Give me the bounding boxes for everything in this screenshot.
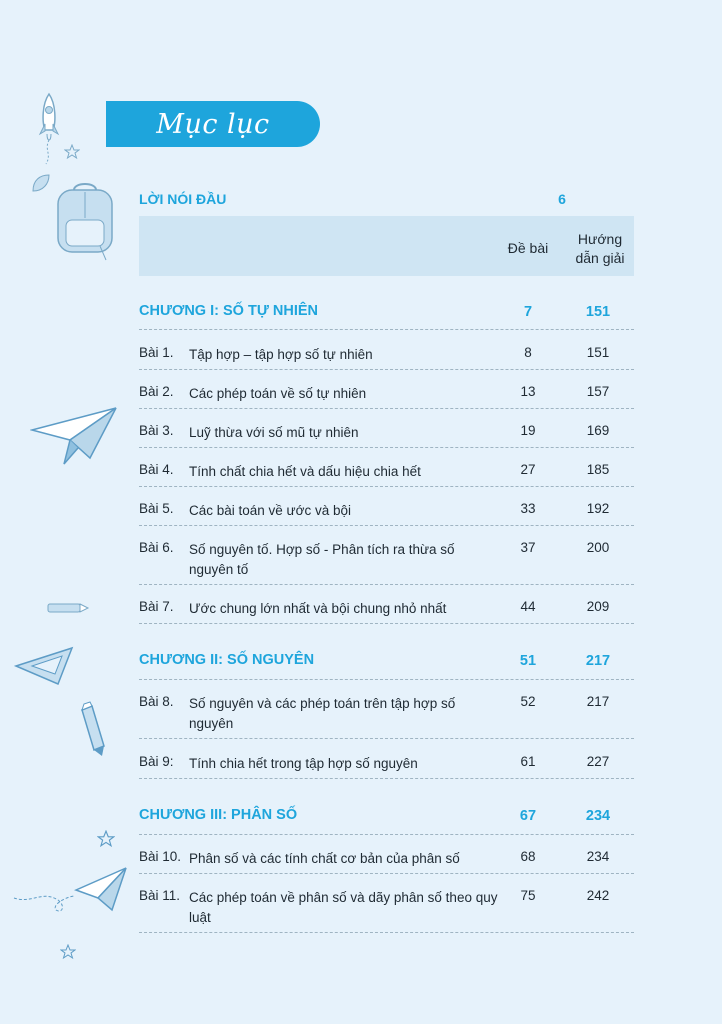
- lesson-title: Các phép toán về phân số và dãy phân số theo quy luật: [189, 890, 498, 925]
- lesson-solutions-page: 242: [586, 888, 610, 903]
- chapter-exercises-page: 7: [523, 304, 533, 320]
- chapter-solutions-page: 234: [585, 808, 611, 824]
- lesson-solutions-page: 200: [586, 540, 610, 555]
- chapter-solutions-page: 151: [585, 304, 611, 320]
- lesson-title: Tính chất chia hết và dấu hiệu chia hết: [189, 464, 421, 479]
- lesson-solutions-page: 192: [586, 501, 610, 516]
- lesson-code: Bài 2.: [139, 384, 174, 399]
- page-title: [106, 101, 320, 147]
- lesson-solutions-page: 169: [586, 423, 610, 438]
- lesson-title: Phân số và các tính chất cơ bản của phân số: [189, 851, 460, 866]
- lesson-exercises-page: 19: [520, 423, 536, 438]
- column-solutions-line2: dẫn giải: [575, 250, 625, 266]
- lesson-row: [139, 415, 634, 448]
- lesson-code: Bài 1.: [139, 345, 174, 360]
- star-icon: [97, 830, 115, 848]
- chapter-row: [139, 296, 634, 330]
- lesson-title: Số nguyên tố. Hợp số - Phân tích ra thừa số nguyên tố: [189, 542, 455, 577]
- lesson-title: Các bài toán về ước và bội: [189, 503, 351, 518]
- lesson-code: Bài 8.: [139, 694, 174, 709]
- lesson-title: Tập hợp – tập hợp số tự nhiên: [189, 347, 373, 362]
- lesson-row: [139, 337, 634, 370]
- lesson-solutions-page: 234: [586, 849, 610, 864]
- lesson-exercises-page: 13: [520, 384, 536, 399]
- backpack-icon: [50, 180, 120, 262]
- lesson-title: Luỹ thừa với số mũ tự nhiên: [189, 425, 359, 440]
- lesson-title: Tính chia hết trong tập hợp số nguyên: [189, 756, 418, 771]
- lesson-row: [139, 591, 634, 624]
- lesson-code: Bài 10.: [139, 849, 182, 864]
- chapter-label: CHƯƠNG I: SỐ TỰ NHIÊN: [139, 303, 319, 319]
- crayon-icon: [78, 700, 106, 758]
- intro-label: LỜI NÓI ĐẦU: [139, 191, 227, 207]
- lesson-row: [139, 746, 634, 779]
- lesson-title: Số nguyên và các phép toán trên tập hợp số nguyên: [189, 696, 456, 731]
- lesson-code: Bài 4.: [139, 462, 174, 477]
- lesson-code: Bài 6.: [139, 540, 174, 555]
- lesson-row: [139, 880, 634, 933]
- lesson-row: [139, 376, 634, 409]
- star-icon: [64, 144, 80, 160]
- lesson-code: Bài 11.: [139, 888, 181, 903]
- lesson-exercises-page: 44: [520, 599, 536, 614]
- lesson-code: Bài 3.: [139, 423, 174, 438]
- lesson-row: [139, 686, 634, 739]
- column-header-band: [139, 216, 634, 276]
- lesson-row: [139, 493, 634, 526]
- intro-page: 6: [558, 191, 566, 207]
- lesson-title: Các phép toán về số tự nhiên: [189, 386, 367, 401]
- lesson-row: [139, 841, 634, 874]
- lesson-exercises-page: 68: [520, 849, 536, 864]
- column-solutions: [567, 230, 633, 268]
- lesson-row: [139, 454, 634, 487]
- lesson-row: [139, 532, 634, 585]
- star-icon: [60, 944, 76, 960]
- triangle-ruler-icon: [14, 646, 74, 686]
- lesson-exercises-page: 8: [524, 345, 532, 360]
- lesson-code: Bài 7.: [139, 599, 174, 614]
- chapter-label: CHƯƠNG III: PHÂN SỐ: [139, 807, 298, 823]
- chapter-label: CHƯƠNG II: SỐ NGUYÊN: [139, 652, 315, 668]
- lesson-code: Bài 5.: [139, 501, 174, 516]
- chapter-row: [139, 800, 634, 835]
- lesson-solutions-page: 227: [586, 754, 610, 769]
- chapter-solutions-page: 217: [585, 653, 611, 669]
- lesson-code: Bài 9:: [139, 754, 174, 769]
- rocket-icon: [34, 90, 64, 170]
- lesson-solutions-page: 209: [586, 599, 610, 614]
- lesson-exercises-page: 37: [520, 540, 536, 555]
- lesson-solutions-page: 151: [586, 345, 610, 360]
- intro-entry: [139, 188, 634, 210]
- lesson-exercises-page: 61: [520, 754, 536, 769]
- pencil-icon: [46, 602, 90, 614]
- chapter-exercises-page: 67: [519, 808, 537, 824]
- column-solutions-line1: Hướng: [577, 231, 623, 247]
- leaf-icon: [30, 172, 52, 194]
- lesson-exercises-page: 33: [520, 501, 536, 516]
- lesson-solutions-page: 217: [586, 694, 610, 709]
- lesson-exercises-page: 75: [520, 888, 536, 903]
- chapter-exercises-page: 51: [519, 653, 537, 669]
- lesson-exercises-page: 52: [520, 694, 536, 709]
- page-title-text: Mục lục: [156, 108, 270, 140]
- paper-plane-small-icon: [12, 862, 128, 918]
- lesson-solutions-page: 185: [586, 462, 610, 477]
- chapter-row: [139, 645, 634, 680]
- lesson-exercises-page: 27: [520, 462, 536, 477]
- column-exercises: Đề bài: [507, 240, 549, 256]
- lesson-solutions-page: 157: [586, 384, 610, 399]
- paper-plane-icon: [30, 404, 120, 468]
- lesson-title: Ước chung lớn nhất và bội chung nhỏ nhất: [189, 601, 447, 616]
